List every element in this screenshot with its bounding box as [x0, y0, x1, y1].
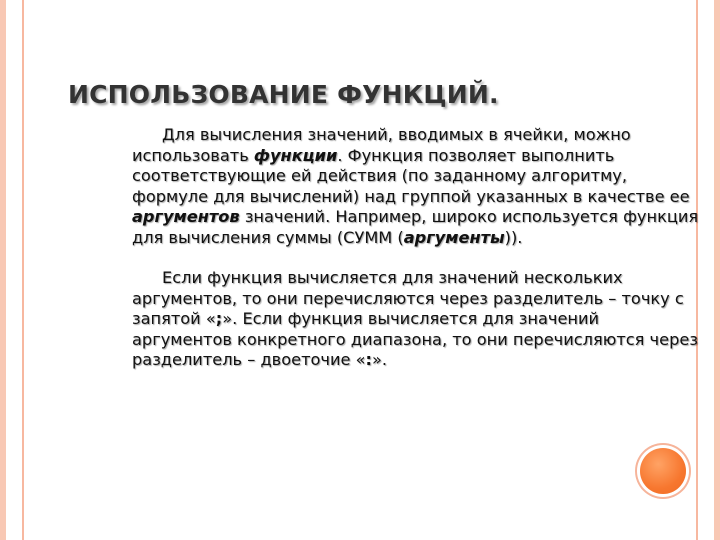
decorative-circle-icon: [640, 448, 686, 494]
paragraph1-text-4: )).: [504, 227, 523, 247]
term-arguments: аргументов: [132, 207, 240, 226]
separator-colon: :: [365, 350, 372, 369]
paragraph2-text-1: Если функция вычисляется для значений нескольких аргументов, то они перечисляются через разделитель – точку с запятой «: [132, 268, 684, 328]
slide-body: [132, 125, 704, 371]
paragraph1-text-1: Для вычисления значений, вводимых в ячейки, можно использовать: [132, 125, 631, 165]
paragraph1-text-3: значений. Например, широко используется функция для вычисления суммы (СУММ (: [132, 207, 699, 247]
paragraph1-text-2: . Функция позволяет выполнить соответствующие ей действия (по заданному алгоритму, формуле для вычислений) над группой указанных в качестве ее: [132, 145, 690, 206]
paragraph2-text-3: ».: [372, 350, 388, 369]
frame-line-left: [22, 0, 24, 540]
paragraph2-text-2: ». Если функция вычисляется для значений аргументов конкретного диапазона, то они перечисляются через разделитель – двоеточие «: [132, 309, 698, 369]
paragraph-functions: [132, 125, 704, 248]
separator-semicolon: ;: [215, 309, 223, 328]
slide-title: ИСПОЛЬЗОВАНИЕ ФУНКЦИЙ.: [68, 80, 499, 109]
term-arguments-example: аргументы: [403, 227, 505, 247]
term-functions: функции: [253, 145, 338, 165]
paragraph-separators: [132, 268, 704, 371]
